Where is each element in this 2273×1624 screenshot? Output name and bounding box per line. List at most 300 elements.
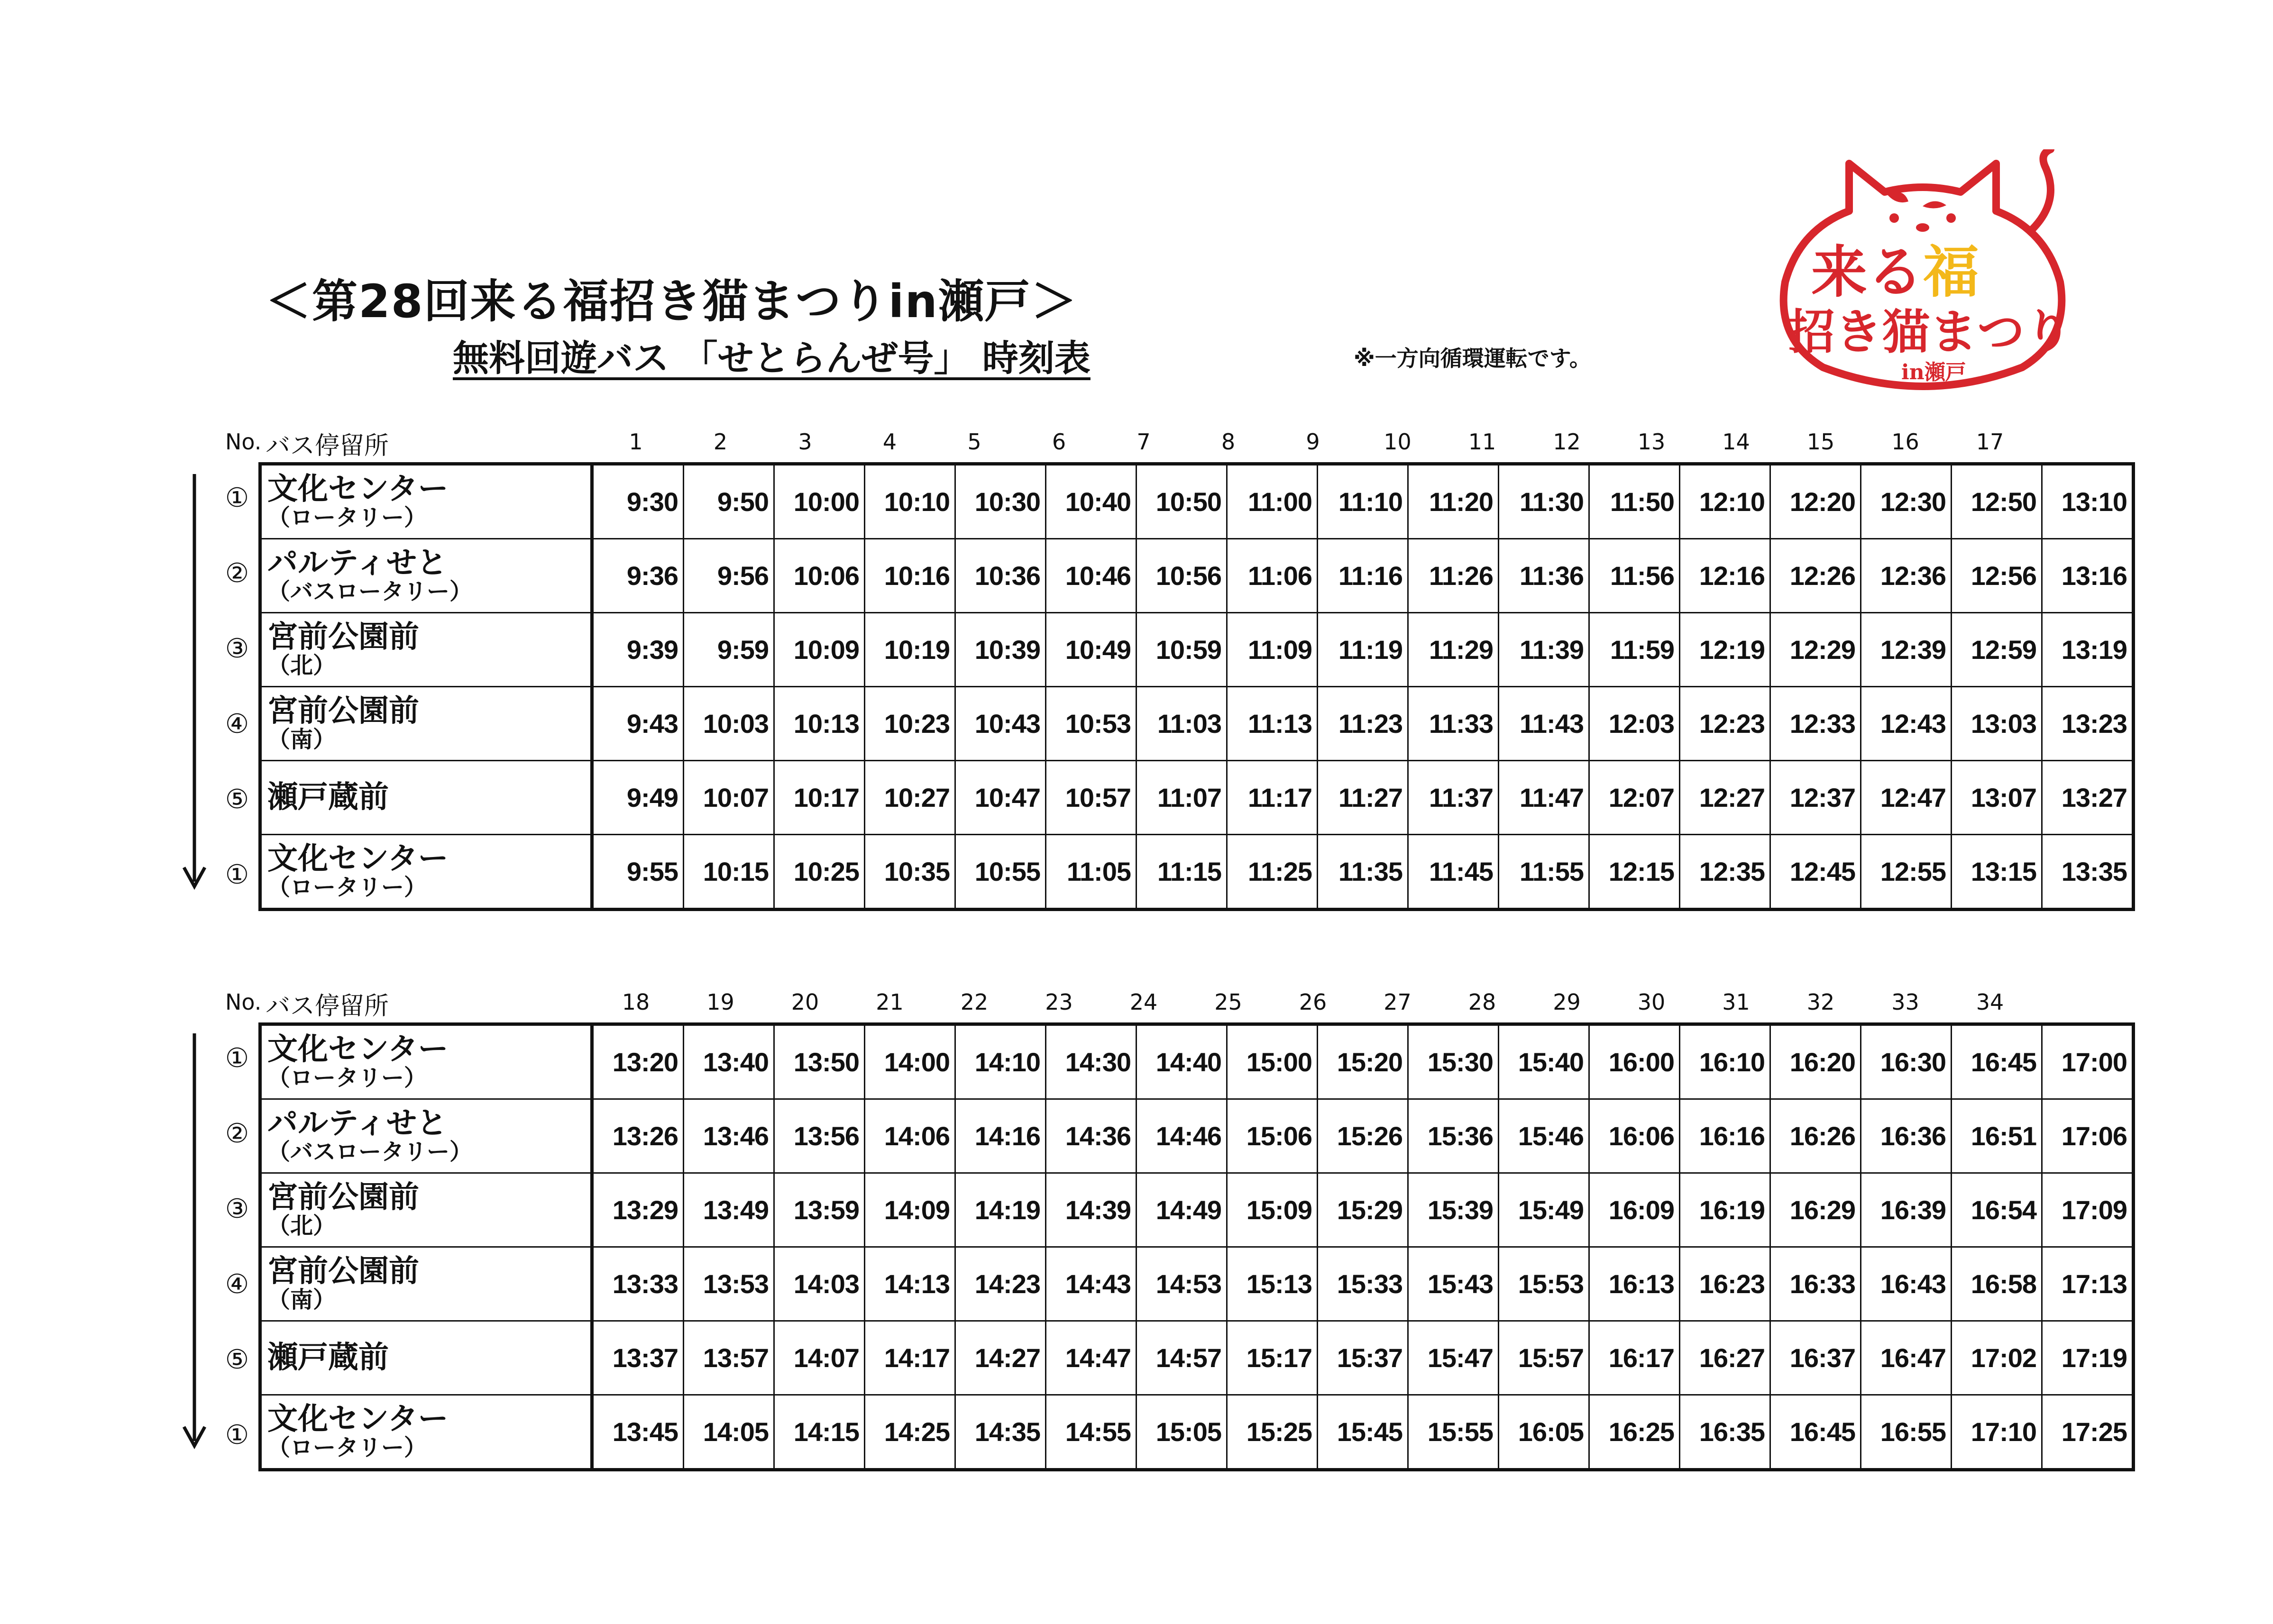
stop-number: ④: [225, 709, 249, 739]
time-cell: 10:46: [1046, 539, 1136, 613]
time-cell: 11:56: [1589, 539, 1680, 613]
time-cell: 9:36: [592, 539, 684, 613]
stop-cell: [260, 1247, 592, 1321]
stop-name: 文化センター: [267, 841, 449, 876]
time-cell: 11:27: [1318, 761, 1408, 835]
time-cell: 12:30: [1861, 464, 1952, 539]
logo-text-line1: 来る福: [1811, 239, 1980, 305]
time-cell: 11:26: [1408, 539, 1499, 613]
time-cell: 17:06: [2042, 1099, 2134, 1173]
stop-number: ②: [225, 558, 249, 589]
stop-cell: [260, 1024, 592, 1099]
time-cell: 10:53: [1046, 687, 1136, 761]
time-cell: 15:26: [1318, 1099, 1408, 1173]
time-cell: 11:10: [1318, 464, 1408, 539]
time-cell: 11:39: [1499, 613, 1589, 687]
run-number: 25: [1214, 989, 1242, 1015]
run-number: 15: [1806, 429, 1835, 455]
time-cell: 16:27: [1680, 1321, 1770, 1395]
time-cell: 9:43: [592, 687, 684, 761]
time-cell: 10:59: [1136, 613, 1227, 687]
time-cell: 10:07: [684, 761, 774, 835]
run-number: 6: [1052, 429, 1066, 455]
stop-name: 文化センター: [267, 1401, 449, 1437]
stop-name: 宮前公園前: [267, 1179, 419, 1215]
time-cell: 13:37: [592, 1321, 684, 1395]
stop-name: パルティせと: [267, 1105, 447, 1141]
table-row: [260, 1247, 2134, 1321]
time-cell: 13:57: [684, 1321, 774, 1395]
stop-number: ①: [225, 859, 249, 890]
time-cell: 14:15: [774, 1395, 865, 1470]
table-row: [260, 1395, 2134, 1470]
time-cell: 11:33: [1408, 687, 1499, 761]
time-cell: 11:37: [1408, 761, 1499, 835]
stop-number: ①: [225, 483, 249, 513]
time-cell: 11:03: [1136, 687, 1227, 761]
time-cell: 16:00: [1589, 1024, 1680, 1099]
run-number: 5: [967, 429, 981, 455]
time-cell: 12:26: [1770, 539, 1861, 613]
time-cell: 10:47: [955, 761, 1046, 835]
time-cell: 14:19: [955, 1173, 1046, 1247]
time-cell: 16:58: [1952, 1247, 2042, 1321]
time-cell: 13:16: [2042, 539, 2134, 613]
time-cell: 12:45: [1770, 835, 1861, 910]
time-cell: 13:27: [2042, 761, 2134, 835]
time-cell: 10:39: [955, 613, 1046, 687]
time-cell: 15:39: [1408, 1173, 1499, 1247]
time-cell: 12:20: [1770, 464, 1861, 539]
time-cell: 16:10: [1680, 1024, 1770, 1099]
time-cell: 13:46: [684, 1099, 774, 1173]
time-cell: 11:47: [1499, 761, 1589, 835]
time-cell: 13:56: [774, 1099, 865, 1173]
time-cell: 10:35: [865, 835, 955, 910]
time-cell: 13:23: [2042, 687, 2134, 761]
time-cell: 12:39: [1861, 613, 1952, 687]
stop-subname: （バスロータリー）: [267, 578, 473, 605]
time-cell: 10:40: [1046, 464, 1136, 539]
run-number: 18: [622, 989, 650, 1015]
page-title: ＜第28回来る福招き猫まつりin瀬戸＞: [266, 275, 1078, 328]
time-cell: 13:53: [684, 1247, 774, 1321]
time-cell: 11:00: [1227, 464, 1318, 539]
stop-number: ①: [225, 1420, 249, 1451]
time-cell: 15:30: [1408, 1024, 1499, 1099]
time-cell: 17:09: [2042, 1173, 2134, 1247]
time-cell: 12:03: [1589, 687, 1680, 761]
time-cell: 11:45: [1408, 835, 1499, 910]
time-cell: 16:45: [1952, 1024, 2042, 1099]
run-number: 14: [1722, 429, 1750, 455]
time-cell: 15:06: [1227, 1099, 1318, 1173]
time-cell: 16:30: [1861, 1024, 1952, 1099]
time-cell: 16:35: [1680, 1395, 1770, 1470]
time-cell: 12:59: [1952, 613, 2042, 687]
table-row: [260, 1173, 2134, 1247]
stop-name: 瀬戸蔵前: [267, 1340, 389, 1375]
time-cell: 13:15: [1952, 835, 2042, 910]
time-cell: 16:37: [1770, 1321, 1861, 1395]
time-cell: 13:29: [592, 1173, 684, 1247]
time-cell: 10:19: [865, 613, 955, 687]
time-cell: 11:05: [1046, 835, 1136, 910]
time-cell: 11:09: [1227, 613, 1318, 687]
time-cell: 15:33: [1318, 1247, 1408, 1321]
time-cell: 14:25: [865, 1395, 955, 1470]
time-cell: 16:16: [1680, 1099, 1770, 1173]
time-cell: 12:47: [1861, 761, 1952, 835]
time-cell: 13:07: [1952, 761, 2042, 835]
time-cell: 11:15: [1136, 835, 1227, 910]
run-number: 16: [1891, 429, 1919, 455]
time-cell: 15:09: [1227, 1173, 1318, 1247]
stop-cell: [260, 1099, 592, 1173]
time-cell: 12:15: [1589, 835, 1680, 910]
time-cell: 11:19: [1318, 613, 1408, 687]
time-cell: 14:23: [955, 1247, 1046, 1321]
time-cell: 10:17: [774, 761, 865, 835]
stop-name: 文化センター: [267, 1031, 449, 1067]
time-cell: 15:20: [1318, 1024, 1408, 1099]
stop-subname: （ロータリー）: [267, 1434, 427, 1461]
time-cell: 13:19: [2042, 613, 2134, 687]
time-cell: 10:10: [865, 464, 955, 539]
time-cell: 15:37: [1318, 1321, 1408, 1395]
time-cell: 15:13: [1227, 1247, 1318, 1321]
table-row: [260, 1024, 2134, 1099]
run-number: 1: [629, 429, 643, 455]
run-number: 21: [876, 989, 904, 1015]
time-cell: 10:09: [774, 613, 865, 687]
time-cell: 16:05: [1499, 1395, 1589, 1470]
time-cell: 15:05: [1136, 1395, 1227, 1470]
time-cell: 11:35: [1318, 835, 1408, 910]
timetable-1: [258, 462, 2135, 911]
time-cell: 17:02: [1952, 1321, 2042, 1395]
time-cell: 17:00: [2042, 1024, 2134, 1099]
page-subtitle: 無料回遊バス 「せとらんぜ号」 時刻表: [453, 337, 1091, 379]
time-cell: 14:10: [955, 1024, 1046, 1099]
time-cell: 16:06: [1589, 1099, 1680, 1173]
time-cell: 11:07: [1136, 761, 1227, 835]
time-cell: 12:29: [1770, 613, 1861, 687]
time-cell: 17:25: [2042, 1395, 2134, 1470]
time-cell: 14:09: [865, 1173, 955, 1247]
time-cell: 10:00: [774, 464, 865, 539]
time-cell: 13:10: [2042, 464, 2134, 539]
stop-number: ③: [225, 1194, 249, 1224]
run-number: 7: [1136, 429, 1151, 455]
time-cell: 14:57: [1136, 1321, 1227, 1395]
time-cell: 10:30: [955, 464, 1046, 539]
time-cell: 16:09: [1589, 1173, 1680, 1247]
run-number: 26: [1299, 989, 1327, 1015]
time-cell: 14:53: [1136, 1247, 1227, 1321]
time-cell: 15:43: [1408, 1247, 1499, 1321]
time-cell: 14:35: [955, 1395, 1046, 1470]
time-cell: 10:49: [1046, 613, 1136, 687]
stop-column-label: バス停留所: [266, 432, 389, 460]
no-label: No.: [225, 429, 262, 455]
stop-name: 瀬戸蔵前: [267, 779, 389, 815]
time-cell: 16:29: [1770, 1173, 1861, 1247]
logo-text-line3: in瀬戸: [1901, 360, 1966, 384]
time-cell: 15:47: [1408, 1321, 1499, 1395]
time-cell: 17:19: [2042, 1321, 2134, 1395]
time-cell: 10:03: [684, 687, 774, 761]
time-cell: 12:50: [1952, 464, 2042, 539]
time-cell: 11:13: [1227, 687, 1318, 761]
time-cell: 15:45: [1318, 1395, 1408, 1470]
time-cell: 11:43: [1499, 687, 1589, 761]
time-cell: 14:40: [1136, 1024, 1227, 1099]
time-cell: 15:29: [1318, 1173, 1408, 1247]
time-cell: 16:55: [1861, 1395, 1952, 1470]
time-cell: 11:36: [1499, 539, 1589, 613]
table-row: [260, 464, 2134, 539]
time-cell: 12:37: [1770, 761, 1861, 835]
time-cell: 10:15: [684, 835, 774, 910]
table-row: [260, 1099, 2134, 1173]
time-cell: 10:57: [1046, 761, 1136, 835]
time-cell: 15:46: [1499, 1099, 1589, 1173]
time-cell: 16:26: [1770, 1099, 1861, 1173]
time-cell: 10:56: [1136, 539, 1227, 613]
time-cell: 11:50: [1589, 464, 1680, 539]
stop-number: ⑤: [225, 1344, 249, 1375]
time-cell: 10:16: [865, 539, 955, 613]
time-cell: 13:45: [592, 1395, 684, 1470]
time-cell: 9:50: [684, 464, 774, 539]
time-cell: 16:33: [1770, 1247, 1861, 1321]
run-number: 28: [1468, 989, 1496, 1015]
run-number: 30: [1637, 989, 1666, 1015]
time-cell: 13:35: [2042, 835, 2134, 910]
time-cell: 16:47: [1861, 1321, 1952, 1395]
time-cell: 14:27: [955, 1321, 1046, 1395]
time-cell: 16:20: [1770, 1024, 1861, 1099]
time-cell: 14:47: [1046, 1321, 1136, 1395]
stop-cell: [260, 1395, 592, 1470]
time-cell: 11:30: [1499, 464, 1589, 539]
stop-column-label: バス停留所: [266, 992, 389, 1021]
stop-name: 宮前公園前: [267, 693, 419, 729]
run-number: 27: [1384, 989, 1411, 1015]
table-row: [260, 539, 2134, 613]
time-cell: 14:17: [865, 1321, 955, 1395]
run-number: 10: [1384, 429, 1411, 455]
stop-subname: （ロータリー）: [267, 874, 427, 901]
time-cell: 15:40: [1499, 1024, 1589, 1099]
time-cell: 12:10: [1680, 464, 1770, 539]
time-cell: 9:30: [592, 464, 684, 539]
run-number: 33: [1891, 989, 1919, 1015]
stop-number: ④: [225, 1269, 249, 1300]
stop-cell: [260, 1173, 592, 1247]
stop-name: 宮前公園前: [267, 619, 419, 655]
time-cell: 10:36: [955, 539, 1046, 613]
run-number: 23: [1045, 989, 1073, 1015]
maneki-neko-logo: [1766, 149, 2079, 396]
time-cell: 12:43: [1861, 687, 1952, 761]
time-cell: 13:49: [684, 1173, 774, 1247]
time-cell: 16:54: [1952, 1173, 2042, 1247]
time-cell: 13:26: [592, 1099, 684, 1173]
time-cell: 11:16: [1318, 539, 1408, 613]
table-row: [260, 835, 2134, 910]
time-cell: 14:39: [1046, 1173, 1136, 1247]
direction-arrow-2: [180, 1033, 209, 1451]
stop-number: ⑤: [225, 784, 249, 815]
time-cell: 14:43: [1046, 1247, 1136, 1321]
time-cell: 14:30: [1046, 1024, 1136, 1099]
run-number: 20: [791, 989, 819, 1015]
stop-cell: [260, 761, 592, 835]
time-cell: 9:56: [684, 539, 774, 613]
time-cell: 16:23: [1680, 1247, 1770, 1321]
time-cell: 14:06: [865, 1099, 955, 1173]
table-row: [260, 1321, 2134, 1395]
time-cell: 14:00: [865, 1024, 955, 1099]
time-cell: 16:25: [1589, 1395, 1680, 1470]
time-cell: 10:13: [774, 687, 865, 761]
time-cell: 13:03: [1952, 687, 2042, 761]
run-number: 3: [798, 429, 812, 455]
time-cell: 15:25: [1227, 1395, 1318, 1470]
stop-subname: （北）: [267, 652, 336, 679]
run-number: 9: [1306, 429, 1320, 455]
stop-number: ②: [225, 1118, 249, 1149]
time-cell: 12:07: [1589, 761, 1680, 835]
run-number: 13: [1637, 429, 1666, 455]
time-cell: 14:13: [865, 1247, 955, 1321]
time-cell: 9:49: [592, 761, 684, 835]
time-cell: 15:36: [1408, 1099, 1499, 1173]
no-label: No.: [225, 989, 262, 1015]
run-number: 11: [1468, 429, 1496, 455]
time-cell: 10:55: [955, 835, 1046, 910]
time-cell: 16:19: [1680, 1173, 1770, 1247]
time-cell: 12:27: [1680, 761, 1770, 835]
stop-number: ①: [225, 1043, 249, 1074]
time-cell: 15:53: [1499, 1247, 1589, 1321]
time-cell: 11:17: [1227, 761, 1318, 835]
stop-cell: [260, 464, 592, 539]
run-number: 8: [1221, 429, 1236, 455]
stop-cell: [260, 835, 592, 910]
stop-cell: [260, 613, 592, 687]
stop-subname: （南）: [267, 726, 336, 753]
direction-arrow-1: [180, 474, 209, 891]
time-cell: 14:46: [1136, 1099, 1227, 1173]
time-cell: 11:29: [1408, 613, 1499, 687]
time-cell: 16:45: [1770, 1395, 1861, 1470]
time-cell: 10:27: [865, 761, 955, 835]
run-number: 2: [713, 429, 728, 455]
table-row: [260, 687, 2134, 761]
time-cell: 12:36: [1861, 539, 1952, 613]
time-cell: 15:49: [1499, 1173, 1589, 1247]
run-number: 22: [960, 989, 989, 1015]
time-cell: 17:10: [1952, 1395, 2042, 1470]
run-number: 34: [1976, 989, 2004, 1015]
time-cell: 11:23: [1318, 687, 1408, 761]
run-number: 4: [882, 429, 897, 455]
time-cell: 13:20: [592, 1024, 684, 1099]
time-cell: 16:39: [1861, 1173, 1952, 1247]
time-cell: 9:55: [592, 835, 684, 910]
time-cell: 16:43: [1861, 1247, 1952, 1321]
time-cell: 12:55: [1861, 835, 1952, 910]
time-cell: 11:25: [1227, 835, 1318, 910]
time-cell: 11:59: [1589, 613, 1680, 687]
time-cell: 10:06: [774, 539, 865, 613]
time-cell: 12:16: [1680, 539, 1770, 613]
run-number: 29: [1553, 989, 1581, 1015]
run-number: 32: [1806, 989, 1835, 1015]
table-row: [260, 761, 2134, 835]
time-cell: 10:50: [1136, 464, 1227, 539]
time-cell: 15:00: [1227, 1024, 1318, 1099]
run-number: 24: [1129, 989, 1158, 1015]
stop-subname: （バスロータリー）: [267, 1138, 473, 1165]
stop-subname: （ロータリー）: [267, 1064, 427, 1091]
stop-number: ③: [225, 633, 249, 664]
time-cell: 13:33: [592, 1247, 684, 1321]
stop-subname: （北）: [267, 1212, 336, 1239]
time-cell: 11:55: [1499, 835, 1589, 910]
time-cell: 16:13: [1589, 1247, 1680, 1321]
time-cell: 9:59: [684, 613, 774, 687]
time-cell: 11:06: [1227, 539, 1318, 613]
time-cell: 13:50: [774, 1024, 865, 1099]
time-cell: 12:23: [1680, 687, 1770, 761]
time-cell: 14:05: [684, 1395, 774, 1470]
run-number: 19: [706, 989, 734, 1015]
time-cell: 14:36: [1046, 1099, 1136, 1173]
time-cell: 12:33: [1770, 687, 1861, 761]
time-cell: 15:17: [1227, 1321, 1318, 1395]
stop-name: パルティせと: [267, 545, 447, 581]
stop-cell: [260, 687, 592, 761]
logo-text-line2: 招き猫まつり: [1787, 304, 2072, 360]
time-cell: 14:49: [1136, 1173, 1227, 1247]
time-cell: 13:59: [774, 1173, 865, 1247]
time-cell: 14:03: [774, 1247, 865, 1321]
run-number: 31: [1722, 989, 1750, 1015]
time-cell: 10:43: [955, 687, 1046, 761]
timetable-2: [258, 1022, 2135, 1471]
time-cell: 14:16: [955, 1099, 1046, 1173]
time-cell: 17:13: [2042, 1247, 2134, 1321]
time-cell: 15:57: [1499, 1321, 1589, 1395]
time-cell: 12:35: [1680, 835, 1770, 910]
time-cell: 16:51: [1952, 1099, 2042, 1173]
time-cell: 10:25: [774, 835, 865, 910]
table-row: [260, 613, 2134, 687]
time-cell: 12:56: [1952, 539, 2042, 613]
time-cell: 14:07: [774, 1321, 865, 1395]
stop-name: 文化センター: [267, 471, 449, 507]
stop-name: 宮前公園前: [267, 1253, 419, 1289]
route-note: ※一方向循環運転です。: [1354, 346, 1592, 371]
stop-subname: （南）: [267, 1286, 336, 1313]
time-cell: 10:23: [865, 687, 955, 761]
time-cell: 15:55: [1408, 1395, 1499, 1470]
stop-cell: [260, 1321, 592, 1395]
